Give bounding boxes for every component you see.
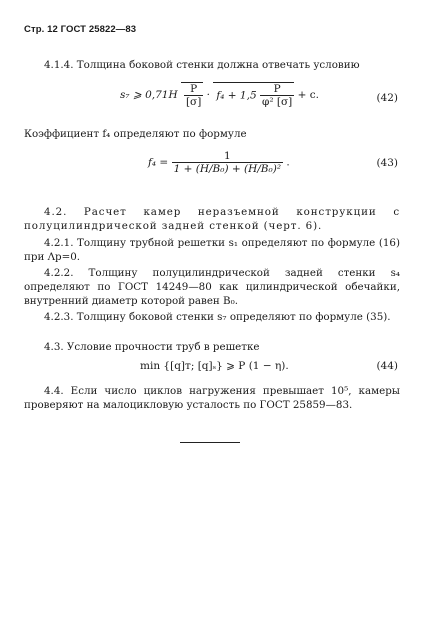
equation-44-number: (44) xyxy=(376,360,398,372)
equation-42-number: (42) xyxy=(376,92,398,104)
clause-4-4: 4.4. Если число циклов нагружения превышает 10⁵, камеры проверяют на малоцикловую усталость по ГОСТ 25859—83. xyxy=(24,385,400,411)
eq42-frac-1 xyxy=(184,83,203,108)
equation-42 xyxy=(120,82,370,108)
eq42-dot: · xyxy=(206,89,211,101)
clause-4-2-2: 4.2.2. Толщину полуцилиндрической задней стенки s₄ определяют по ГОСТ 14249—80 как цилиндрической обечайки, внутренний диаметр которой равен B₀. xyxy=(24,267,400,307)
coefficient-text: Коэффициент f₄ определяют по формуле xyxy=(24,128,247,140)
eq42-sqrt-1 xyxy=(181,82,203,108)
eq42-frac1-num: P xyxy=(184,83,203,96)
eq42-frac2-num: P xyxy=(260,83,294,96)
clause-4-2-1: 4.2.1. Толщину трубной решетки s₁ определяют по формуле (16) при Λр=0. xyxy=(24,237,400,263)
eq42-sqrt-2 xyxy=(213,82,294,108)
eq42-frac1-den: [σ] xyxy=(185,96,202,108)
equation-44: min {[q]ᴛ; [q]ₛ} ⩾ P (1 − η). xyxy=(140,360,289,372)
clause-4-1-4: 4.1.4. Толщина боковой стенки должна отвечать условию xyxy=(44,59,360,71)
equation-43 xyxy=(148,150,328,175)
eq42-lhs: s₇ ⩾ 0,71H xyxy=(120,89,178,101)
eq42-inner: f₄ + 1,5 xyxy=(216,89,257,102)
clause-4-3: 4.3. Условие прочности труб в решетке xyxy=(44,341,260,353)
eq43-denominator: 1 + (H/B₀) + (H/B₀)² xyxy=(173,163,282,175)
equation-43-number: (43) xyxy=(376,157,398,169)
end-rule xyxy=(180,442,240,443)
clause-4-2-3: 4.2.3. Толщину боковой стенки s₇ определяют по формуле (35). xyxy=(44,311,391,323)
eq43-fraction xyxy=(172,150,283,175)
eq43-lhs: f₄ = xyxy=(148,156,169,169)
eq42-frac2-den: φ² [σ] xyxy=(261,96,293,108)
eq42-tail: + c. xyxy=(297,89,319,101)
eq43-numerator: 1 xyxy=(172,150,283,163)
eq43-end: . xyxy=(286,156,290,169)
clause-4-2: 4.2. Расчет камер неразъемной конструкции с полуцилиндрической задней стенкой (черт. 6). xyxy=(24,206,400,232)
page-header: Стр. 12 ГОСТ 25822—83 xyxy=(24,24,137,35)
eq42-frac-2 xyxy=(260,83,294,108)
